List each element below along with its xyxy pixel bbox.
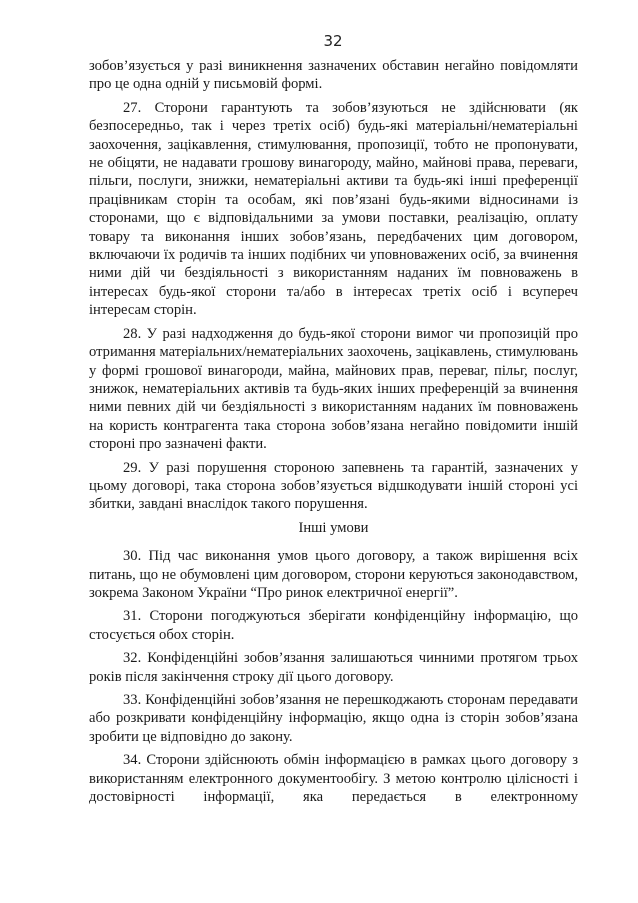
paragraph-30: 30. Під час виконання умов цього договору, а також вирішення всіх питань, що не обумовлені цим договором, сторони керуються законодавством, зокрема Законом України “Про ринок електричної енергії”. — [89, 548, 578, 601]
page-number: 32 — [323, 32, 343, 50]
paragraph-32: 32. Конфіденційні зобов’язання залишаються чинними протягом трьох років після закінчення строку дії цього договору. — [89, 650, 578, 685]
paragraph-26-continuation: зобов’язується у разі виникнення зазначених обставин негайно повідомляти про це одна одній у письмовій формі. — [89, 58, 578, 93]
paragraph-33: 33. Конфіденційні зобов’язання не перешкоджають сторонам передавати або розкривати конфіденційну інформацію, якщо одна із сторін зобов’язана зробити це відповідно до закону. — [89, 692, 578, 745]
section-heading-other-terms: Інші умови — [298, 519, 369, 536]
document-body — [89, 57, 578, 811]
paragraph-28: 28. У разі надходження до будь-якої сторони вимог чи пропозицій про отримання матеріальних/нематеріальних заохочень, зацікавлень, стимулювань у формі грошової винагороди, майна, майнових прав, переваг, пільг, послуг, знижок, нематеріальних активів та будь-яких інших преференцій за вчинення ними певних дій чи бездіяльності з використанням наданих їм повноважень на користь контрагента така сторона зобов’язана негайно повідомити іншій стороні про зазначені факти. — [89, 325, 578, 453]
paragraph-27: 27. Сторони гарантують та зобов’язуються не здійснювати (як безпосередньо, так і через третіх осіб) будь-які матеріальні/нематеріальні заохочення, зацікавлення, стимулювання, пропозиції, тобто не пропонувати, не обіцяти, не надавати грошову винагороду, майно, майнові права, переваги, пільги, послуги, знижки, нематеріальні активи та будь-які інші преференції працівникам сторін та особам, які пов’язані будь-якими відносинами із сторонами, що є відповідальними за умови поставки, реалізацію, оплату товару та виконання інших зобов’язань, передбачених цим договором, включаючи їх родичів та інших подібних чи уповноважених осіб, за вчинення ними дій чи бездіяльності з використанням наданих їм повноважень в інтересах будь-якої сторони та/або в інтересах третіх осіб і всупереч інтересам сторін. — [89, 99, 578, 319]
paragraph-31: 31. Сторони погоджуються зберігати конфіденційну інформацію, що стосується обох сторін. — [89, 608, 578, 643]
paragraph-34: 34. Сторони здійснюють обмін інформацією в рамках цього договору з використанням електронного документообігу. З метою контролю цілісності і достовірності інформації, яка передається в електронному — [89, 752, 578, 806]
paragraph-29: 29. У разі порушення стороною запевнень та гарантій, зазначених у цьому договорі, така сторона зобов’язується відшкодувати іншій стороні усі збитки, завдані внаслідок такого порушення. — [89, 459, 578, 513]
